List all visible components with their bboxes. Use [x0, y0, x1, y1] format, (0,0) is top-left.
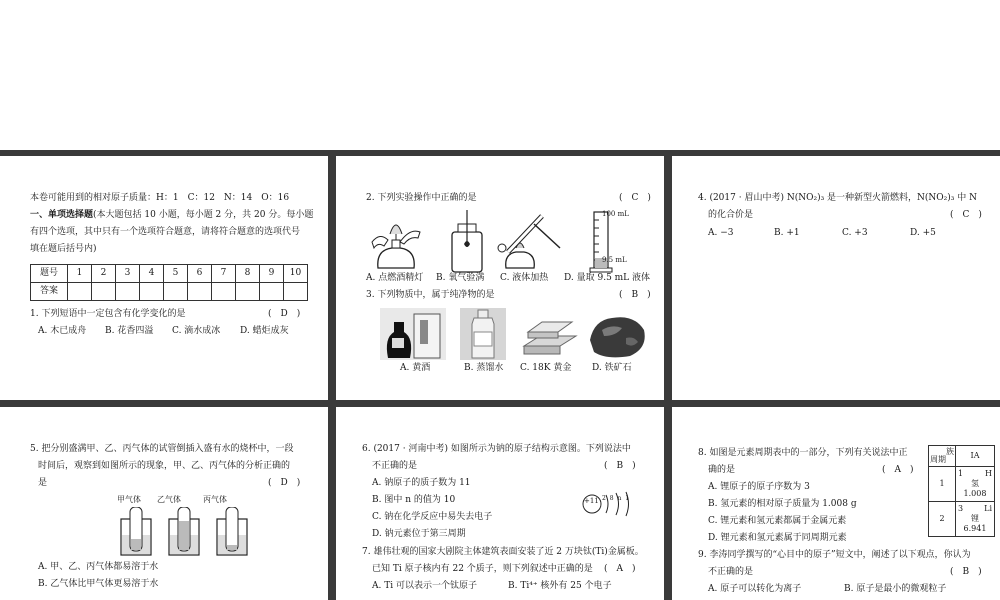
answer-table	[30, 264, 308, 301]
page-panel-6	[672, 407, 1000, 600]
q8-option-b: B. 氢元素的相对原子质量为 1.008 g	[708, 499, 857, 509]
option-b: B. 花香四溢	[105, 326, 154, 336]
table-row	[31, 283, 308, 301]
period-label: 1	[929, 467, 956, 502]
gas-label-c: 丙气体	[203, 495, 227, 504]
table-cell: 4	[140, 265, 164, 283]
q7-option-b: B. Ti⁴⁺ 核外有 25 个电子	[508, 581, 612, 591]
answer-cell[interactable]	[284, 283, 308, 301]
q9-option-b: B. 原子是最小的微观粒子	[844, 584, 947, 594]
q4-option-a: A. −3	[708, 228, 734, 238]
page-panel-4	[0, 407, 328, 600]
table-cell: 1	[68, 265, 92, 283]
table-corner-cell	[929, 446, 956, 467]
table-cell: 6	[188, 265, 212, 283]
gas-label-a: 甲气体	[117, 495, 141, 504]
atomic-number: 1	[958, 469, 964, 478]
answer-4: ( C )	[950, 210, 982, 220]
q7-option-a: A. Ti 可以表示一个钛原子	[372, 581, 477, 591]
question-9-line2: 不正确的是	[708, 567, 754, 577]
element-symbol: H	[985, 469, 992, 478]
iron-ore-image	[586, 310, 648, 360]
yellow-wine-image	[380, 308, 446, 360]
q9-option-a: A. 原子可以转化为离子	[708, 584, 802, 594]
question-4-line2: 的化合价是	[708, 210, 754, 220]
table-row	[929, 467, 995, 502]
answer-cell[interactable]	[260, 283, 284, 301]
table-cell: 8	[236, 265, 260, 283]
question-6-line2: 不正确的是	[372, 461, 418, 471]
liquid-heating-image	[494, 208, 566, 274]
q8-option-a: A. 锂原子的原子序数为 3	[708, 482, 810, 492]
gas-beakers-image	[115, 507, 265, 557]
table-cell: 10	[284, 265, 308, 283]
table-row	[929, 502, 995, 537]
answer-cell[interactable]	[188, 283, 212, 301]
atom-nucleus-label: +11	[584, 497, 599, 505]
q4-option-b: B. +1	[774, 228, 800, 238]
answer-2: ( C )	[619, 193, 651, 203]
table-cell: 7	[212, 265, 236, 283]
element-name: 锂	[971, 514, 979, 523]
q6-option-a: A. 钠原子的质子数为 11	[372, 478, 471, 488]
answer-3: ( B )	[619, 290, 651, 300]
table-cell: 5	[164, 265, 188, 283]
answer-cell[interactable]	[140, 283, 164, 301]
answer-cell[interactable]	[164, 283, 188, 301]
alcohol-lamp-image	[370, 212, 424, 272]
table-cell: 答案	[31, 283, 68, 301]
q2-option-b: B. 氧气验满	[436, 273, 485, 283]
answer-cell[interactable]	[92, 283, 116, 301]
section-title: 一、单项选择题	[30, 210, 94, 220]
atomic-number: 3	[958, 504, 964, 513]
q3-option-d: D. 铁矿石	[592, 363, 632, 373]
intro-text: 本卷可能用到的相对原子质量：H：1 C：12 N：14 O：16	[30, 193, 290, 203]
page-panel-3	[672, 156, 1000, 400]
section-desc-line3: 填在题后括号内)	[30, 244, 97, 254]
option-c: C. 滴水成冰	[172, 326, 221, 336]
page-panel-2	[336, 156, 664, 400]
answer-cell[interactable]	[68, 283, 92, 301]
period-label: 2	[929, 502, 956, 537]
question-5-line3: 是	[38, 478, 48, 488]
option-a: A. 木已成舟	[38, 326, 87, 336]
element-hydrogen	[956, 467, 995, 502]
q5-option-a: A. 甲、乙、丙气体都易溶于水	[38, 562, 159, 572]
question-1: 1. 下列短语中一定包含有化学变化的是	[30, 309, 186, 319]
answer-cell[interactable]	[212, 283, 236, 301]
answer-8: ( A )	[882, 465, 914, 475]
element-name: 氢	[971, 479, 979, 488]
table-cell: 9	[260, 265, 284, 283]
gold-bars-image	[520, 310, 580, 358]
question-2: 2. 下列实验操作中正确的是	[366, 193, 477, 203]
periodic-table-excerpt	[928, 445, 995, 537]
distilled-water-image	[460, 308, 506, 360]
element-lithium	[956, 502, 995, 537]
question-4-line1: 4. (2017 · 眉山中考) N(NO₂)₃ 是一种新型火箭燃料，N(NO₂)₃ 中 N	[698, 193, 978, 203]
period-axis-label: 周期	[930, 455, 946, 464]
question-6-line1: 6. (2017 · 河南中考) 如图所示为钠的原子结构示意图。下列说法中	[362, 444, 631, 454]
q6-option-d: D. 钠元素位于第三周期	[372, 529, 466, 539]
answer-5: ( D )	[268, 478, 301, 488]
answer-9: ( B )	[950, 567, 982, 577]
answer-cell[interactable]	[236, 283, 260, 301]
cylinder-top-label: 100 mL	[602, 210, 629, 218]
q5-option-b: B. 乙气体比甲气体更易溶于水	[38, 579, 159, 589]
q4-option-c: C. +3	[842, 228, 868, 238]
answer-7: ( A )	[604, 564, 636, 574]
q2-option-d: D. 量取 9.5 mL 液体	[564, 273, 651, 283]
oxygen-test-image	[444, 208, 490, 274]
question-5-line2: 时间后，观察到如图所示的现象，甲、乙、丙气体的分析正确的	[38, 461, 291, 471]
question-8-line1: 8. 如图是元素周期表中的一部分，下列有关说法中正	[698, 448, 908, 458]
section-desc: (本大题包括 10 小题，每小题 2 分，共 20 分。每小题	[93, 210, 314, 220]
question-7-line2: 已知 Ti 原子核内有 22 个质子，则下列叙述中正确的是	[372, 564, 593, 574]
q8-option-d: D. 锂元素和氢元素属于同周期元素	[708, 533, 847, 543]
table-cell: 2	[92, 265, 116, 283]
answer-cell[interactable]	[116, 283, 140, 301]
table-row	[929, 446, 995, 467]
question-5-line1: 5. 把分别盛满甲、乙、丙气体的试管倒插入盛有水的烧杯中，一段	[30, 444, 294, 454]
q2-option-a: A. 点燃酒精灯	[366, 273, 424, 283]
option-d: D. 蜡炬成灰	[240, 326, 289, 336]
atomic-mass: 6.941	[963, 524, 987, 533]
q4-option-d: D. +5	[910, 228, 936, 238]
q6-option-c: C. 钠在化学反应中易失去电子	[372, 512, 493, 522]
gas-label-b: 乙气体	[157, 495, 181, 504]
cylinder-bottom-label: 9.5 mL	[602, 256, 627, 264]
q3-option-c: C. 18K 黄金	[520, 363, 572, 373]
q8-option-c: C. 锂元素和氢元素都属于金属元素	[708, 516, 847, 526]
table-row	[31, 265, 308, 283]
element-symbol: Li	[984, 504, 992, 513]
question-3: 3. 下列物质中，属于纯净物的是	[366, 290, 495, 300]
q3-option-a: A. 黄酒	[400, 363, 431, 373]
question-9-line1: 9. 李涛同学撰写的“心目中的原子”短文中，阐述了以下观点，你认为	[698, 550, 971, 560]
question-8-line2: 确的是	[708, 465, 736, 475]
question-7-line1: 7. 雄伟壮观的国家大剧院主体建筑表面安装了近 2 万块钛(Ti)金属板。	[362, 547, 644, 557]
section-heading	[30, 207, 313, 224]
q6-option-b: B. 图中 n 的值为 10	[372, 495, 456, 505]
page-panel-1	[0, 156, 328, 400]
answer-6: ( B )	[604, 461, 636, 471]
page-panel-5	[336, 407, 664, 600]
q3-option-b: B. 蒸馏水	[464, 363, 504, 373]
q2-option-c: C. 液体加热	[500, 273, 549, 283]
table-cell: 3	[116, 265, 140, 283]
atomic-mass: 1.008	[963, 489, 987, 498]
answer-1: ( D )	[268, 309, 301, 319]
table-cell: 题号	[31, 265, 68, 283]
group-axis-label: 族	[946, 447, 954, 456]
group-header: IA	[956, 446, 995, 467]
section-desc-line2: 有四个选项，其中只有一个选项符合题意，请将符合题意的选项代号	[30, 227, 301, 237]
atom-shells-label: 2 8 n 1	[602, 495, 631, 502]
